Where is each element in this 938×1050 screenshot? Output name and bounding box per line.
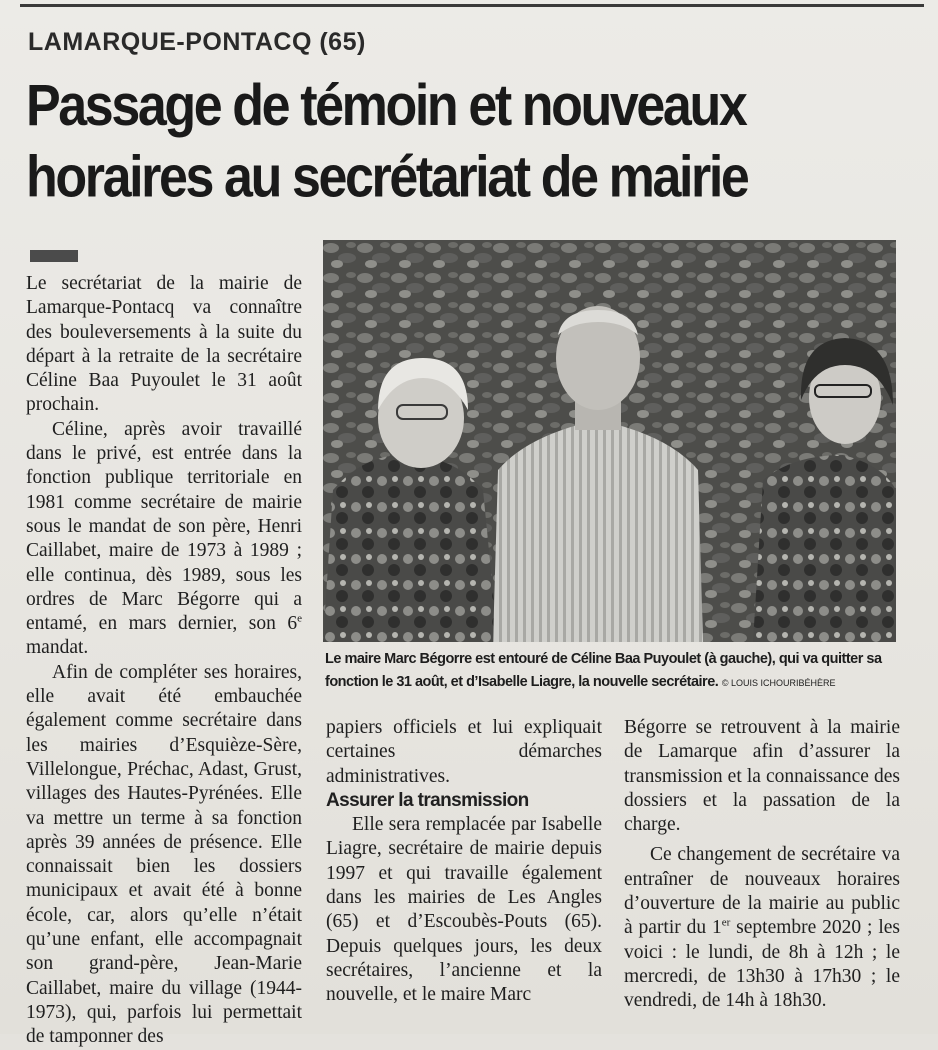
headline (26, 70, 906, 213)
paragraph-text: septembre 2020 ; les voici : le lundi, de 8h à 12h ; le mercredi, de 13h30 à 17h30 ; le vendredi, de 14h à 18h30. (624, 917, 900, 1012)
section-subheading: Assurer la transmission (326, 789, 529, 811)
paragraph: Bégorre se retrouvent à la mairie de Lamarque afin d’assurer la transmission et la connaissance des dossiers et la passation de la charge. (624, 717, 900, 836)
paragraph-text: mandat. (26, 637, 89, 659)
paragraph (26, 418, 302, 661)
headline-line-2: horaires au secrétariat de mairie (26, 145, 748, 210)
superscript: e (297, 612, 302, 625)
photo-credit: © LOUIS ICHOURIBÉHÈRE (721, 678, 836, 688)
headline-line-1: Passage de témoin et nouveaux (26, 73, 746, 139)
caption-text: Le maire Marc Bégorre est entouré de Céline Baa Puyoulet (à gauche), qui va quitter sa fonction le 31 août, et d’Isabelle Liagre, la nouvelle secrétaire. (325, 651, 882, 690)
article-photo (323, 240, 896, 642)
paragraph (624, 843, 900, 1013)
superscript: er (721, 916, 731, 929)
top-rule (20, 4, 924, 7)
photo-caption (325, 648, 900, 695)
paragraph: Le secrétariat de la mairie de Lamarque-Pontacq va connaître des bouleversements à la suite du départ à la retraite de la secrétaire Céline Baa Puyoulet le 31 août prochain. (26, 273, 302, 416)
paragraph-text: Céline, après avoir travaillé dans le privé, est entrée dans la fonction publique territoriale en 1981 comme secrétaire de mairie sous le mandat de son père, Henri Caillabet, maire de 1973 à 1989 ; elle continua, dès 1989, sous les ordres de Marc Bégorre qui a entamé, en mars dernier, son 6 (26, 418, 302, 635)
article-column-1 (26, 272, 302, 1050)
article-column-2 (326, 716, 602, 1008)
lead-bar (30, 250, 78, 262)
paragraph-text: Ce changement de secrétaire va entraîner de nouveaux horaires d’ouverture de la mairie au public à partir du 1 (624, 844, 900, 939)
paragraph: papiers officiels et lui expliquait certaines démarches administratives. (326, 717, 602, 787)
article-column-3 (624, 716, 900, 1014)
kicker-location: LAMARQUE-PONTACQ (65) (28, 28, 366, 56)
paragraph: Afin de compléter ses horaires, elle avait été embauchée également comme secrétaire dans les mairies d’Esquièze-Sère, Villelongue, Préchac, Adast, Grust, villages des Hautes-Pyrénées. Elle va mettre un terme à sa fonction après 39 années de présence. Elle connaissait bien les dossiers municipaux et avait été à bonne école, car, alors qu’elle n’était qu’une enfant, elle accompagnait son grand-père, Jean-Marie Caillabet, maire du village (1944-1973), qui, parfois lui permettait de tamponner des (26, 661, 302, 1048)
photo-illustration (323, 240, 896, 642)
paragraph: Elle sera remplacée par Isabelle Liagre, secrétaire de mairie depuis 1997 et qui travaille également dans les mairies de Les Angles (65) et d’Escoubès-Pouts (65). Depuis quelques jours, les deux secrétaires, l’ancienne et la nouvelle, et le maire Marc (326, 814, 602, 1006)
